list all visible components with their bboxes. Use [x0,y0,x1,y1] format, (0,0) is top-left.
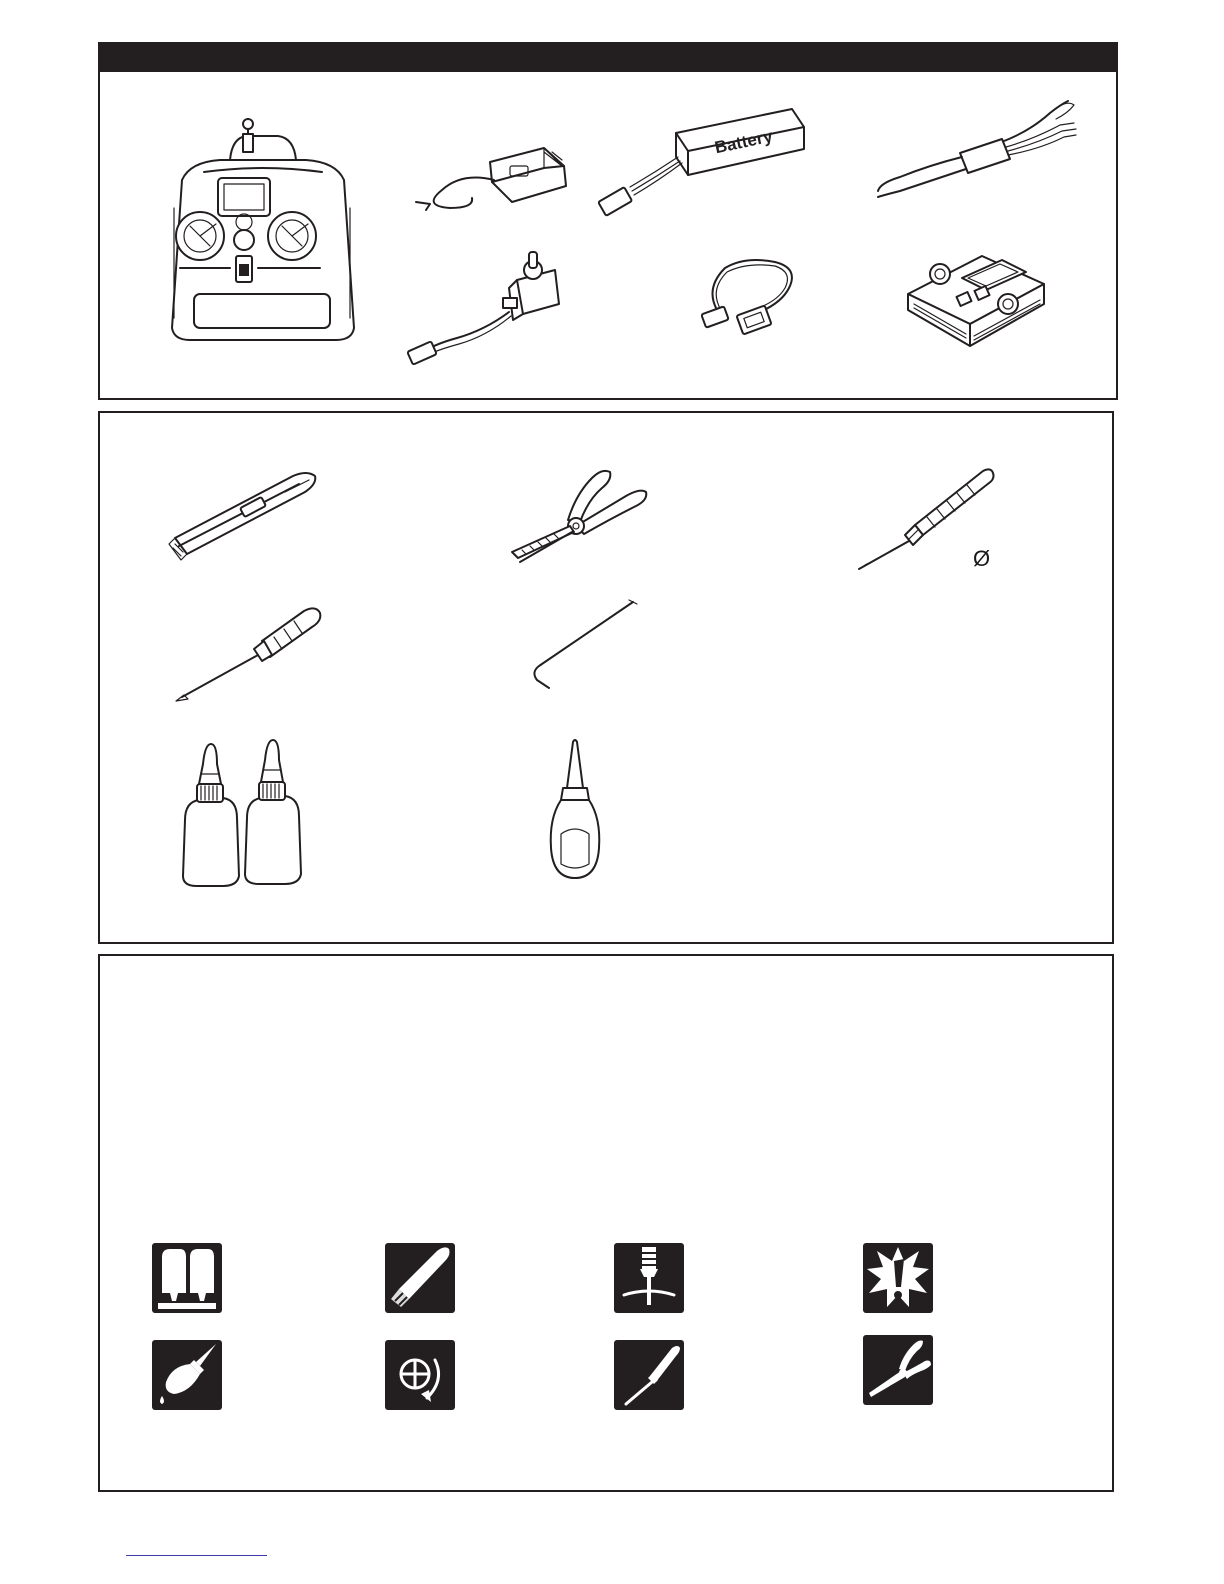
soldering-iron-symbol-icon [614,1340,684,1410]
battery-icon [596,105,816,220]
extension-lead-icon [695,258,805,338]
check-rotation-symbol-icon [385,1340,455,1410]
drill-symbol-icon [614,1243,684,1313]
esc-icon [870,95,1080,205]
hobby-knife-symbol-icon [385,1243,455,1313]
receiver-icon [412,140,572,215]
epoxy-bottles-icon [175,740,305,890]
phillips-screwdriver-icon [170,603,325,703]
footer-link-underline[interactable] [126,1555,267,1556]
servo-icon [405,250,565,370]
transmitter-icon [160,118,365,343]
hobby-knife-icon [165,468,325,563]
panel-header-bar [100,44,1116,72]
needle-nose-pliers-icon [502,466,650,564]
caution-symbol-icon [863,1243,933,1313]
drill-diameter-symbol: Ø [973,546,991,571]
symbol-legend-panel [98,954,1114,1492]
epoxy-symbol-icon [152,1243,222,1313]
ca-glue-bottle-icon [545,738,605,883]
battery-label: Battery [713,126,775,158]
pliers-symbol-icon [863,1335,933,1405]
charger-icon [900,248,1050,353]
hex-key-icon [525,598,640,693]
ca-glue-symbol-icon [152,1340,222,1410]
